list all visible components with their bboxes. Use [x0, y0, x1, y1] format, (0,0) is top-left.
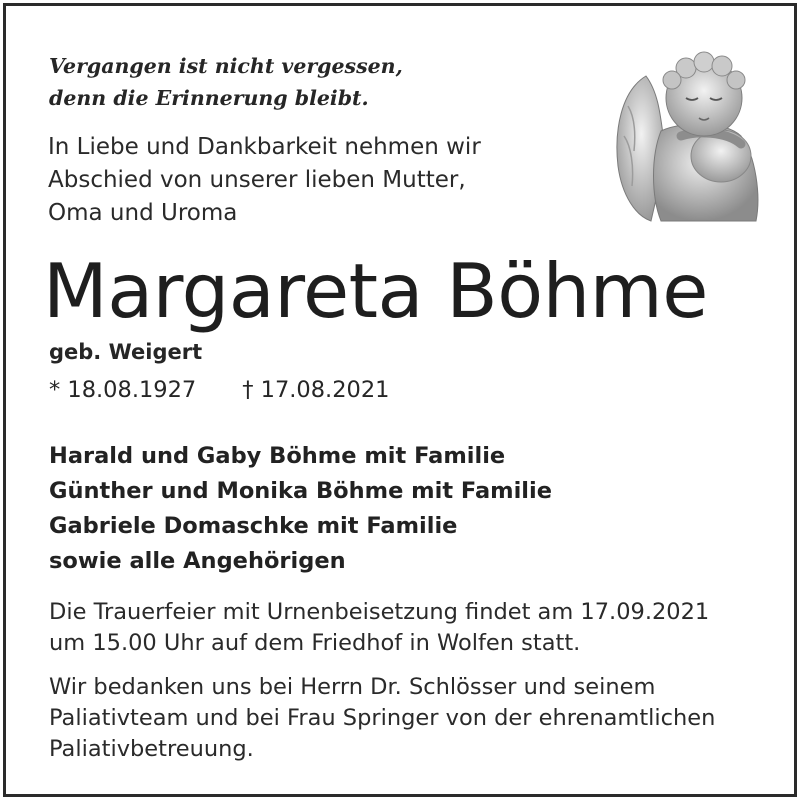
funeral-info	[49, 597, 709, 659]
intro-line-3: Oma und Uroma	[48, 200, 238, 226]
thanks-line-2: Paliativteam und bei Frau Springer von der ehrenamtlichen	[49, 705, 716, 731]
motto-line-2: denn die Erinnerung bleibt.	[49, 86, 369, 110]
motto-line-1: Vergangen ist nicht vergessen,	[49, 54, 403, 78]
mourner-line: Harald und Gaby Böhme mit Familie	[49, 443, 506, 469]
thanks-line-3: Paliativbetreuung.	[49, 736, 254, 762]
death-date: † 17.08.2021	[242, 377, 390, 403]
funeral-line-1: Die Trauerfeier mit Urnenbeisetzung findet am 17.09.2021	[49, 599, 710, 625]
intro-text	[48, 131, 481, 230]
thanks-line-1: Wir bedanken uns bei Herrn Dr. Schlösser und seinem	[49, 674, 656, 700]
obituary-card	[3, 3, 797, 797]
motto	[49, 50, 403, 114]
life-dates	[49, 377, 389, 403]
funeral-line-2: um 15.00 Uhr auf dem Friedhof in Wolfen statt.	[49, 630, 581, 656]
birth-date: * 18.08.1927	[49, 377, 197, 403]
angel-statue-icon	[606, 36, 766, 226]
mourners-list	[49, 439, 552, 579]
mourner-line: Gabriele Domaschke mit Familie	[49, 513, 458, 539]
intro-line-1: In Liebe und Dankbarkeit nehmen wir	[48, 134, 481, 160]
intro-line-2: Abschied von unserer lieben Mutter,	[48, 167, 466, 193]
mourner-line: sowie alle Angehörigen	[49, 548, 346, 574]
mourner-line: Günther und Monika Böhme mit Familie	[49, 478, 552, 504]
deceased-name: Margareta Böhme	[43, 247, 708, 335]
maiden-name: geb. Weigert	[49, 340, 203, 364]
thanks-text	[49, 672, 715, 765]
